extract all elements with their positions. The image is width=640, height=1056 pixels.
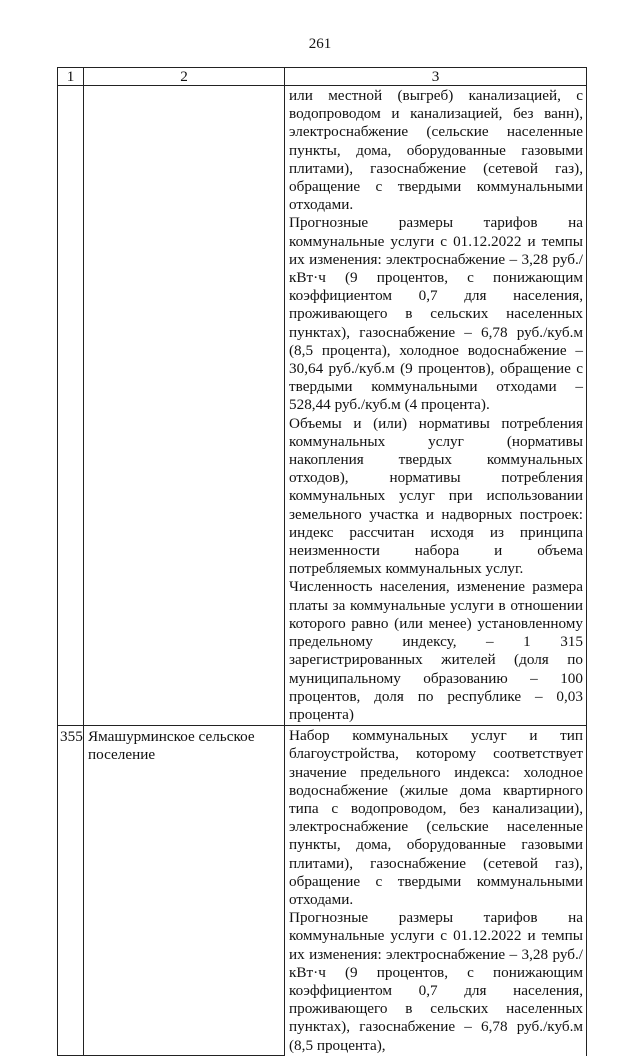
description-paragraph: Численность населения, изменение размера платы за коммунальные услуги в отношении которого равно (или менее) установленному предельному индексу, – 1 315 зарегистрированных жителей (доля по муниципальному образованию – 100 процентов, доля по республике – 0,03 процента) [289,578,583,723]
description-paragraph: Прогнозные размеры тарифов на коммунальные услуги с 01.12.2022 и темпы их изменения: электроснабжение – 3,28 руб./кВт·ч (9 процентов, с понижающим коэффициентом 0,7 для населения, проживающего в сельских населенных пунктах), газоснабжение – 6,78 руб./куб.м (8,5 процента), холодное водоснабжение – 30,64 руб./куб.м (9 процентов), обращение с твердыми коммунальными отходами – 528,44 руб./куб.м (4 процента). [289,214,583,414]
header-cell-3: 3 [285,68,587,86]
description-paragraph: или местной (выгреб) канализацией, с водопроводом и канализацией, без ванн), электроснабжение (сельские населенные пункты, дома, оборудованные газовыми плитами), газоснабжение (сетевой газ), обращение с твердыми коммунальными отходами. [289,87,583,214]
row-number: 355 [58,726,84,1056]
table-row [58,86,587,726]
table-row [58,726,587,1056]
settlement-name [84,86,285,726]
row-number [58,86,84,726]
row-description [285,726,587,1056]
row-description [285,86,587,726]
description-paragraph: Набор коммунальных услуг и тип благоустройства, которому соответствует значение предельного индекса: холодное водоснабжение (жилые дома квартирного типа с водопроводом, без канализации), электроснабжение (сельские населенные пункты, дома, оборудованные газовыми плитами), газоснабжение (сетевой газ), обращение с твердыми коммунальными отходами. [289,727,583,908]
tariff-table [57,67,587,1056]
header-cell-2: 2 [84,68,285,86]
settlement-name: Ямашурминское сельское поселение [84,726,285,1056]
description-paragraph: Объемы и (или) нормативы потребления коммунальных услуг (нормативы накопления твердых коммунальных отходов), нормативы потребления коммунальных услуг при использовании земельного участка и надворных построек: индекс рассчитан исходя из принципа неизменности набора и объема потребляемых коммунальных услуг. [289,414,583,578]
page-number: 261 [308,36,332,52]
header-cell-1: 1 [58,68,84,86]
table-header-row [58,68,587,86]
description-paragraph: Прогнозные размеры тарифов на коммунальные услуги с 01.12.2022 и темпы их изменения: электроснабжение – 3,28 руб./кВт·ч (9 процентов, с понижающим коэффициентом 0,7 для населения, проживающего в сельских населенных пунктах), газоснабжение – 6,78 руб./куб.м (8,5 процента), [289,909,583,1054]
